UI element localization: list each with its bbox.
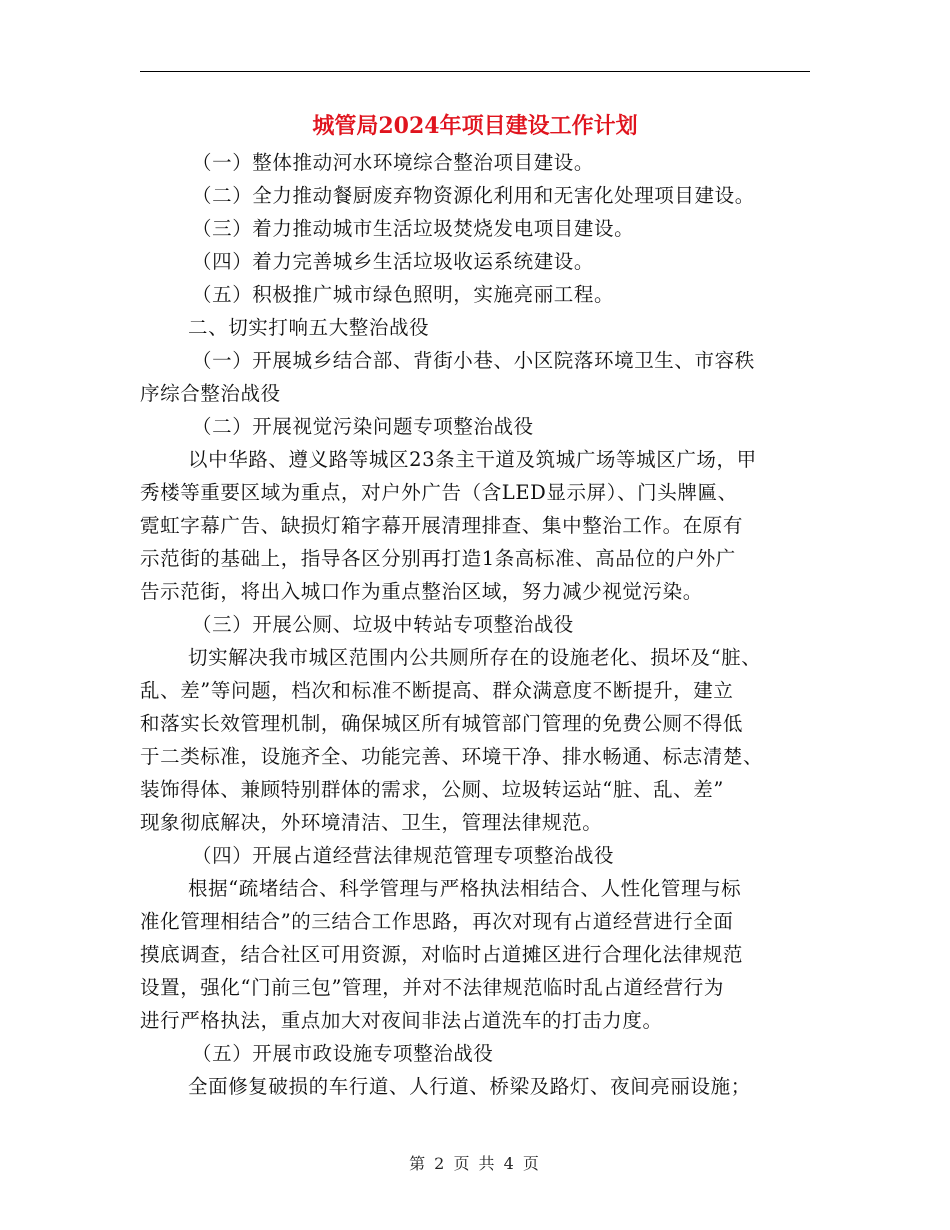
body-line: （一）整体推动河水环境综合整治项目建设。 [192, 151, 595, 174]
body-line: 乱、差”等问题，档次和标准不断提高、群众满意度不断提升，建立 [140, 679, 734, 702]
body-line: 进行严格执法，重点加大对夜间非法占道洗车的打击力度。 [140, 1009, 663, 1032]
body-line: （二）全力推动餐厨废弃物资源化利用和无害化处理项目建设。 [192, 184, 755, 207]
body-line: 告示范街，将出入城口作为重点整治区域，努力减少视觉污染。 [140, 580, 703, 603]
body-line: （三）开展公厕、垃圾中转站专项整治战役 [192, 613, 574, 636]
body-line: 示范街的基础上，指导各区分别再打造1条高标准、高品位的户外广 [140, 547, 736, 570]
body-line: 切实解决我市城区范围内公共厕所存在的设施老化、损坏及“脏、 [188, 646, 762, 669]
header-rule [140, 71, 810, 72]
body-line: 设置，强化“门前三包”管理，并对不法律规范临时乱占道经营行为 [140, 976, 724, 999]
body-line: 序综合整治战役 [140, 382, 281, 405]
body-line: 于二类标准，设施齐全、功能完善、环境干净、排水畅通、标志清楚、 [140, 745, 764, 768]
body-line: 和落实长效管理机制，确保城区所有城管部门管理的免费公厕不得低 [140, 712, 744, 735]
document-body [140, 146, 812, 1103]
body-line: 根据“疏堵结合、科学管理与严格执法相结合、人性化管理与标 [188, 877, 742, 900]
page-footer: 第 2 页 共 4 页 [409, 1154, 541, 1173]
body-line: （五）开展市政设施专项整治战役 [192, 1042, 494, 1065]
body-line: 现象彻底解决，外环境清洁、卫生，管理法律规范。 [140, 811, 603, 834]
body-line: （四）开展占道经营法律规范管理专项整治战役 [192, 844, 615, 867]
body-line: 秀楼等重要区域为重点，对户外广告（含LED显示屏）、门头牌匾、 [140, 481, 738, 504]
body-line: 装饰得体、兼顾特别群体的需求，公厕、垃圾转运站“脏、乱、差” [140, 778, 724, 801]
document-title: 城管局2024年项目建设工作计划 [312, 113, 638, 139]
body-line: （五）积极推广城市绿色照明，实施亮丽工程。 [192, 283, 615, 306]
body-line: （一）开展城乡结合部、背街小巷、小区院落环境卫生、市容秩 [192, 349, 755, 372]
body-line: 全面修复破损的车行道、人行道、桥梁及路灯、夜间亮丽设施； [188, 1075, 751, 1098]
body-line: 以中华路、遵义路等城区23条主干道及筑城广场等城区广场，甲 [188, 448, 757, 471]
body-line: （四）着力完善城乡生活垃圾收运系统建设。 [192, 250, 595, 273]
body-line: 霓虹字幕广告、缺损灯箱字幕开展清理排查、集中整治工作。在原有 [140, 514, 744, 537]
body-line: （三）着力推动城市生活垃圾焚烧发电项目建设。 [192, 217, 635, 240]
body-line: 二、切实打响五大整治战役 [188, 316, 430, 339]
body-line: 摸底调查，结合社区可用资源，对临时占道摊区进行合理化法律规范 [140, 943, 744, 966]
body-line: （二）开展视觉污染问题专项整治战役 [192, 415, 534, 438]
body-line: 准化管理相结合”的三结合工作思路，再次对现有占道经营进行全面 [140, 910, 734, 933]
